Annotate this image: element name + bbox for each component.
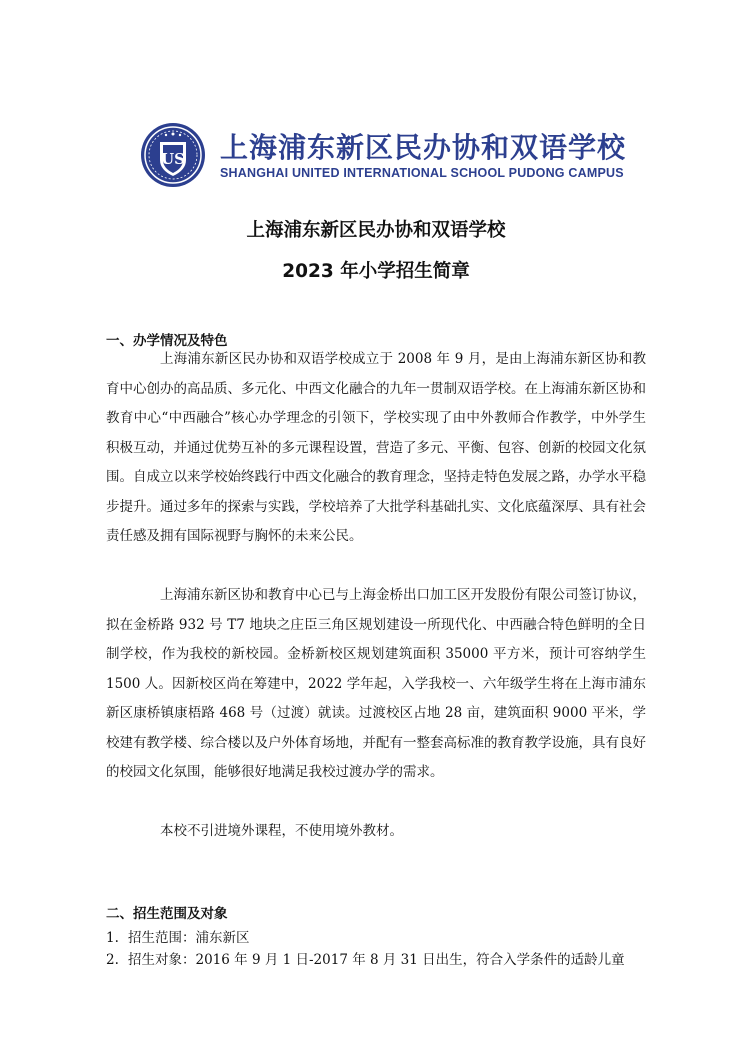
list-item xyxy=(106,948,666,968)
school-logo xyxy=(140,120,627,192)
list-item-text: 招生对象：2016 年 9 月 1 日-2017 年 8 月 31 日出生，符合入学条件的适龄儿童 xyxy=(128,952,625,968)
document-subtitle: 2023 年小学招生简章 xyxy=(282,261,470,282)
paragraph-2: 上海浦东新区协和教育中心已与上海金桥出口加工区开发股份有限公司签订协议，拟在金桥路 932 号 T7 地块之庄臣三角区规划建设一所现代化、中西融合特色鲜明的全日制学校，作为我校的新校园。金桥新校区规划建筑面积 35000 平方米，预计可容纳学生 1500 人。因新校区尚在筹建中，2022 学年起，入学我校一、六年级学生将在上海市浦东新区康桥镇康梧路 468 号（过渡）就读。过渡校区占地 28 亩，建筑面积 9000 平米，学校建有教学楼、综合楼以及户外体育场地，并配有一整套高标准的教育教学设施，具有良好的校园文化氛围，能够很好地满足我校过渡办学的需求。 xyxy=(106,587,646,780)
school-emblem-icon xyxy=(140,122,206,188)
list-item xyxy=(106,926,666,946)
section-heading-2: 二、招生范围及对象 xyxy=(106,906,228,922)
emblem-letters: US xyxy=(161,150,185,168)
logo-english-name: SHANGHAI UNITED INTERNATIONAL SCHOOL PUDONG CAMPUS xyxy=(220,166,624,180)
document-title: 上海浦东新区民办协和双语学校 xyxy=(246,220,506,241)
list-item-number: 2. xyxy=(106,952,119,968)
paragraph-1: 上海浦东新区民办协和双语学校成立于 2008 年 9 月，是由上海浦东新区协和教育中心创办的高品质、多元化、中西文化融合的九年一贯制双语学校。在上海浦东新区协和教育中心“中西融合”核心办学理念的引领下，学校实现了由中外教师合作教学，中外学生积极互动，并通过优势互补的多元课程设置，营造了多元、平衡、包容、创新的校园文化氛围。自成立以来学校始终践行中西文化融合的教育理念，坚持走特色发展之路，办学水平稳步提升。通过多年的探索与实践，学校培养了大批学科基础扎实、文化底蕴深厚、具有社会责任感及拥有国际视野与胸怀的未来公民。 xyxy=(106,351,646,544)
logo-chinese-name: 上海浦东新区民办协和双语学校 xyxy=(220,131,627,164)
paragraph-3: 本校不引进境外课程，不使用境外教材。 xyxy=(160,823,403,839)
list-item-number: 1. xyxy=(106,930,119,946)
section-heading-1: 一、办学情况及特色 xyxy=(106,333,228,349)
list-item-text: 招生范围：浦东新区 xyxy=(128,930,250,946)
